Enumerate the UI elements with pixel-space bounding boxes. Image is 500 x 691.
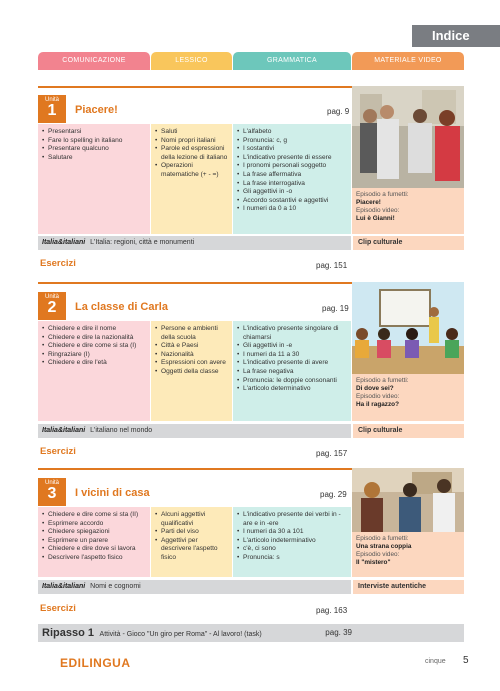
unit-2-title[interactable]: La classe di Carla	[75, 301, 168, 313]
unit-number: 1	[47, 102, 57, 119]
list-item: • I numeri da 30 a 101	[237, 528, 347, 537]
list-item: • Chiedere spiegazioni	[42, 528, 146, 537]
unit-2-page: pag. 19	[322, 304, 349, 313]
video-label: Episodio video:	[356, 551, 400, 558]
unit-1-clip[interactable]: Clip culturale	[353, 236, 464, 250]
unit-3-esercizi-page: pag. 163	[316, 606, 348, 615]
list-item: • Saluti	[155, 128, 228, 137]
list-item: • Città e Paesi	[155, 342, 228, 351]
unit-3-comunicazione	[38, 507, 150, 577]
unit-label: Unità	[44, 294, 59, 300]
unit-1-title[interactable]: Piacere!	[75, 104, 118, 116]
list-item: • La frase interrogativa	[237, 180, 347, 189]
unit-2-illustration	[352, 282, 464, 374]
fumetti-title[interactable]: Piacere!	[356, 199, 381, 206]
fumetti-title[interactable]: Di dove sei?	[356, 385, 394, 392]
unit-1-badge	[38, 95, 66, 123]
list-item: • L'articolo determinativo	[237, 385, 347, 394]
unit-label: Unità	[44, 480, 59, 486]
unit-2-grammatica	[233, 321, 351, 421]
italia-italiani-brand: Italia&italiani	[42, 239, 86, 246]
unit-3-video	[352, 532, 464, 577]
list-item: • Nazionalità	[155, 351, 228, 360]
fumetti-title[interactable]: Una strana coppia	[356, 543, 412, 550]
list-item: • L'articolo indeterminativo	[237, 537, 347, 546]
ripasso-label: Ripasso 1	[42, 627, 94, 639]
list-item: • Alcuni aggettivi qualificativi	[155, 511, 228, 528]
list-item: • Operazioni matematiche (+ - =)	[155, 162, 228, 179]
page-number: 5	[463, 655, 469, 666]
unit-label: Unità	[44, 97, 59, 103]
unit-1-page: pag. 9	[327, 107, 350, 116]
list-item: • La frase affermativa	[237, 171, 347, 180]
unit-number: 2	[47, 299, 57, 316]
video-label: Episodio video:	[356, 207, 400, 214]
list-item: • L'indicativo presente singolare di chiamarsi	[237, 325, 347, 342]
unit-3-clip[interactable]: Interviste autentiche	[353, 580, 464, 594]
unit-number: 3	[47, 485, 57, 502]
unit-1-video	[352, 188, 464, 234]
list-item: • Descrivere l'aspetto fisico	[42, 554, 146, 563]
list-item: • Presentare qualcuno	[42, 145, 146, 154]
list-item: • Pronuncia: c, g	[237, 137, 347, 146]
list-item: • Oggetti della classe	[155, 368, 228, 377]
fumetti-label: Episodio a fumetti:	[356, 191, 409, 198]
list-item: • I numeri da 0 a 10	[237, 205, 347, 214]
ripasso-bar[interactable]	[38, 624, 464, 642]
header-comunicazione: COMUNICAZIONE	[38, 52, 150, 70]
list-item: • Chiedere e dire dove si lavora	[42, 545, 146, 554]
list-item: • Accordo sostantivi e aggettivi	[237, 197, 347, 206]
list-item: • I pronomi personali soggetto	[237, 162, 347, 171]
unit-2-badge	[38, 292, 66, 320]
list-item: • L'indicativo presente di avere	[237, 359, 347, 368]
header-lessico: LESSICO	[151, 52, 232, 70]
list-item: • Salutare	[42, 154, 146, 163]
list-item: • Ringraziare (I)	[42, 351, 146, 360]
unit-2-video	[352, 374, 464, 421]
unit-3-photo	[352, 468, 464, 532]
list-item: • Gli aggettivi in -e	[237, 342, 347, 351]
video-title[interactable]: Lui è Gianni!	[356, 215, 395, 222]
unit-3-badge	[38, 478, 66, 506]
list-item: • Chiedere e dire la nazionalità	[42, 334, 146, 343]
unit-3-page: pag. 29	[320, 490, 347, 499]
unit-1-grammatica	[233, 124, 351, 234]
list-item: • Nomi propri italiani	[155, 137, 228, 146]
edilingua-logo: EDILINGUA	[60, 656, 131, 670]
italia-italiani-text: L'italiano nel mondo	[90, 427, 153, 434]
unit-2-esercizi[interactable]: Esercizi	[40, 446, 76, 457]
italia-italiani-brand: Italia&italiani	[42, 427, 86, 434]
list-item: • Pronuncia: s	[237, 554, 347, 563]
list-item: • Gli aggettivi in -o	[237, 188, 347, 197]
list-item: • L'alfabeto	[237, 128, 347, 137]
unit-2-italia-italiani	[38, 424, 351, 438]
page-word: cinque	[425, 658, 446, 665]
list-item: • L'indicativo presente di essere	[237, 154, 347, 163]
unit-3-grammatica	[233, 507, 351, 577]
list-item: • Esprimere accordo	[42, 520, 146, 529]
list-item: • Parti del viso	[155, 528, 228, 537]
video-title[interactable]: Ha il ragazzo?	[356, 401, 399, 408]
italia-italiani-brand: Italia&italiani	[42, 583, 86, 590]
list-item: • Pronuncia: le doppie consonanti	[237, 377, 347, 386]
list-item: • I numeri da 11 a 30	[237, 351, 347, 360]
unit-2-comunicazione	[38, 321, 150, 421]
fumetti-label: Episodio a fumetti:	[356, 535, 409, 542]
header-materiale-video: MATERIALE VIDEO	[352, 52, 464, 70]
ripasso-page: pag. 39	[325, 628, 352, 637]
unit-1-italia-italiani	[38, 236, 351, 250]
list-item: • Esprimere un parere	[42, 537, 146, 546]
italia-italiani-text: Nomi e cognomi	[90, 583, 141, 590]
list-item: • Aggettivi per descrivere l'aspetto fisico	[155, 537, 228, 563]
list-item: • Chiedere e dire l'età	[42, 359, 146, 368]
list-item: • Parole ed espressioni della lezione di italiano	[155, 145, 228, 162]
italia-italiani-text: L'Italia: regioni, città e monumenti	[90, 239, 195, 246]
unit-1-photo	[352, 86, 464, 188]
index-tab: Indice	[412, 25, 500, 47]
list-item: • Chiedere e dire come si sta (II)	[42, 511, 146, 520]
video-title[interactable]: Il "mistero"	[356, 559, 391, 566]
unit-3-lessico	[151, 507, 232, 577]
unit-3-esercizi[interactable]: Esercizi	[40, 603, 76, 614]
list-item: • L'indicativo presente dei verbi in -are e in -ere	[237, 511, 347, 528]
list-item: • Espressioni con avere	[155, 359, 228, 368]
unit-2-clip[interactable]: Clip culturale	[353, 424, 464, 438]
unit-1-esercizi[interactable]: Esercizi	[40, 258, 76, 269]
unit-1-esercizi-page: pag. 151	[316, 261, 348, 270]
header-grammatica: GRAMMATICA	[233, 52, 351, 70]
video-label: Episodio video:	[356, 393, 400, 400]
ripasso-text: Attività - Gioco "Un giro per Roma" - Al lavoro! (task)	[99, 631, 262, 638]
list-item: • Fare lo spelling in italiano	[42, 137, 146, 146]
unit-1-comunicazione	[38, 124, 150, 234]
list-item: • Chiedere e dire il nome	[42, 325, 146, 334]
list-item: • Persone e ambienti della scuola	[155, 325, 228, 342]
unit-3-title[interactable]: I vicini di casa	[75, 487, 150, 499]
list-item: • c'è, ci sono	[237, 545, 347, 554]
unit-1-lessico	[151, 124, 232, 234]
list-item: • I sostantivi	[237, 145, 347, 154]
unit-2-esercizi-page: pag. 157	[316, 449, 348, 458]
unit-3-italia-italiani	[38, 580, 351, 594]
list-item: • Chiedere e dire come si sta (I)	[42, 342, 146, 351]
fumetti-label: Episodio a fumetti:	[356, 377, 409, 384]
unit-2-lessico	[151, 321, 232, 421]
list-item: • La frase negativa	[237, 368, 347, 377]
list-item: • Presentarsi	[42, 128, 146, 137]
